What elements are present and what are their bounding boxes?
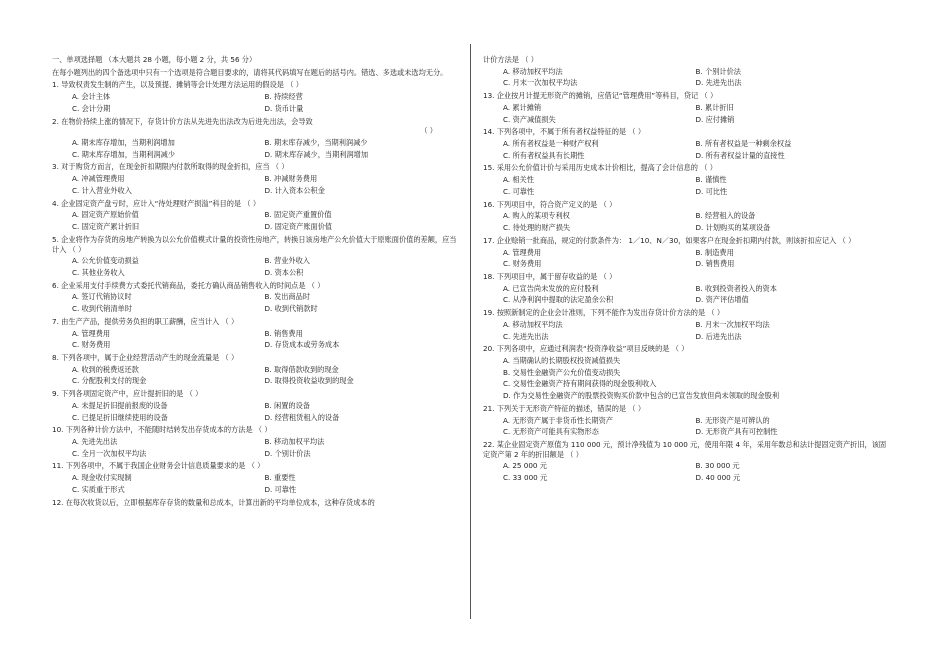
option: B. 闲置的设备 bbox=[264, 400, 310, 410]
option: B. 固定资产重置价值 bbox=[264, 210, 332, 220]
left-question-list bbox=[52, 80, 457, 507]
options bbox=[483, 356, 888, 401]
option: C. 其他业务收入 bbox=[72, 267, 125, 277]
question bbox=[483, 200, 888, 233]
question-stem: 3. 对于购货方而言，在现金折扣期限内付款所取得的现金折扣，应当 （ ） bbox=[52, 162, 289, 172]
question-stem: 计价方法是 （ ） bbox=[483, 55, 538, 64]
options bbox=[52, 138, 457, 159]
option: B. 营业外收入 bbox=[264, 256, 310, 266]
option: C. 可靠性 bbox=[503, 186, 535, 196]
option: A. 签订代销协议时 bbox=[72, 292, 132, 302]
question bbox=[483, 163, 888, 196]
option: D. 经营租赁租入的设备 bbox=[264, 412, 340, 422]
options bbox=[483, 320, 888, 341]
question-stem: 17. 企业赊销一批商品，规定的付款条件为： 1／10、N／30，如果客户在现金折扣期内付款，则该折扣应记入 （ ） bbox=[483, 235, 856, 245]
option: D. 应付摊销 bbox=[695, 114, 735, 124]
option: D. 无形资产具有可控制性 bbox=[695, 427, 778, 437]
question-stem: 2. 在物价持续上涨的情况下，存货计价方法从先进先出法改为后进先出法，会导致 bbox=[52, 116, 313, 126]
options bbox=[52, 437, 457, 458]
question-stem: 22. 某企业固定资产原值为 110 000 元，预计净残值为 10 000 元，使用年限 4 年，采用年数总和法计提固定资产折旧，该固定资产第 2 年的折旧额是 （ ） bbox=[483, 440, 887, 459]
question bbox=[52, 199, 457, 232]
option: A. 公允价值变动损益 bbox=[72, 256, 139, 266]
option: D. 所有者权益计量的直接性 bbox=[695, 150, 785, 160]
options bbox=[52, 329, 457, 350]
option: D. 可靠性 bbox=[264, 484, 297, 494]
option: A. 移动加权平均法 bbox=[503, 319, 563, 329]
option: D. 销售费用 bbox=[695, 259, 735, 269]
question-stem: 13. 企业按月计提无形资产的摊销，应借记“管理费用”等科目，贷记 （ ） bbox=[483, 91, 718, 101]
options bbox=[52, 292, 457, 313]
option: A. 购入的某项专利权 bbox=[503, 211, 570, 221]
option: C. 期末库存增加，当期利润减少 bbox=[72, 149, 176, 159]
question bbox=[483, 127, 888, 160]
right-column bbox=[483, 55, 888, 486]
question bbox=[483, 272, 888, 305]
question bbox=[52, 162, 457, 195]
option: B. 制造费用 bbox=[695, 247, 734, 257]
question-stem: 18. 下列项目中，属于留存收益的是 （ ） bbox=[483, 271, 617, 281]
question-stem: 7. 由生产产品，提供劳务负担的职工薪酬，应当计入 （ ） bbox=[52, 316, 239, 326]
option: D. 货币计量 bbox=[264, 103, 304, 113]
option: B. 无形资产是可辨认的 bbox=[695, 415, 770, 425]
option: D. 存货成本或劳务成本 bbox=[264, 340, 340, 350]
option: D. 收到代销款时 bbox=[264, 304, 318, 314]
question bbox=[483, 308, 888, 341]
question bbox=[483, 344, 888, 401]
option: C. 待处理的财产损失 bbox=[503, 223, 571, 233]
options bbox=[483, 461, 888, 482]
option: A. 25 000 元 bbox=[503, 461, 547, 471]
answer-parentheses: （ ） bbox=[420, 126, 437, 136]
right-question-list bbox=[483, 91, 888, 483]
option: C. 资产减值损失 bbox=[503, 114, 556, 124]
question-stem: 15. 采用公允价值计价与采用历史成本计价相比，提高了会计信息的 （ ） bbox=[483, 163, 717, 173]
option: B. 累计折旧 bbox=[695, 102, 734, 112]
question bbox=[52, 80, 457, 113]
option: C. 从净利润中提取的法定盈余公积 bbox=[503, 295, 614, 305]
options bbox=[483, 103, 888, 124]
question-stem: 14. 下列各项中，不属于所有者权益特征的是 （ ） bbox=[483, 127, 646, 137]
option: C. 财务费用 bbox=[72, 340, 111, 350]
option: D. 先进先出法 bbox=[695, 78, 742, 88]
option: C. 固定资产累计折旧 bbox=[72, 222, 140, 232]
option: B. 销售费用 bbox=[264, 328, 303, 338]
option: D. 计入资本公积金 bbox=[264, 185, 325, 195]
option: C. 计入营业外收入 bbox=[72, 185, 132, 195]
option: A. 未提足折旧提前报废的设备 bbox=[72, 400, 168, 410]
option: C. 33 000 元 bbox=[503, 473, 548, 483]
options bbox=[52, 401, 457, 422]
options bbox=[52, 256, 457, 277]
option: C. 收到代销清单时 bbox=[72, 304, 132, 314]
option: A. 所有者权益是一种财产权利 bbox=[503, 139, 599, 149]
question-stem: 6. 企业采用支付手续费方式委托代销商品，委托方确认商品销售收入的时间点是 （ ） bbox=[52, 280, 325, 290]
options bbox=[483, 211, 888, 232]
option: B. 取得借款收到的现金 bbox=[264, 364, 339, 374]
option: D. 可比性 bbox=[695, 186, 728, 196]
option: B. 重要性 bbox=[264, 473, 296, 483]
question-stem: 16. 下列项目中，符合资产定义的是 （ ） bbox=[483, 199, 617, 209]
option: C. 交易性金融资产持有期间获得的现金股利收入 bbox=[503, 379, 657, 389]
option: C. 财务费用 bbox=[503, 259, 542, 269]
options bbox=[52, 473, 457, 494]
option: A. 会计主体 bbox=[72, 92, 111, 102]
question bbox=[483, 404, 888, 437]
left-column bbox=[52, 55, 457, 510]
question-stem: 20. 下列各项中，应通过利润表“投资净收益”项目反映的是 （ ） bbox=[483, 344, 689, 354]
question bbox=[483, 440, 888, 483]
question-stem: 19. 按照新制定的企业会计准则，下列不能作为发出存货计价方法的是 （ ） bbox=[483, 308, 725, 318]
question bbox=[483, 91, 888, 124]
option: C. 所有者权益具有长期性 bbox=[503, 150, 585, 160]
option: A. 现金收付实现制 bbox=[72, 473, 132, 483]
options bbox=[52, 174, 457, 195]
option: C. 先进先出法 bbox=[503, 331, 549, 341]
options bbox=[483, 67, 888, 88]
question-12-continuation bbox=[483, 55, 888, 88]
option: A. 固定资产原始价值 bbox=[72, 210, 139, 220]
option: B. 移动加权平均法 bbox=[264, 437, 325, 446]
option: C. 无形资产可能具有实物形态 bbox=[503, 427, 599, 437]
option: A. 先进先出法 bbox=[72, 437, 118, 446]
option: A. 冲减管理费用 bbox=[72, 174, 125, 184]
question bbox=[52, 117, 457, 160]
option: C. 月末一次加权平均法 bbox=[503, 78, 578, 88]
question-stem: 5. 企业将作为存货的房地产转换为以公允价值模式计量的投资性房地产，转换日该房地产公允价值大于原账面价值的差额，应当计入 （ ） bbox=[52, 234, 457, 254]
instructions: 在每小题列出的四个备选项中只有一个选项是符合题目要求的，请将其代码填写在题后的括号内。错选、多选或未选均无分。 bbox=[52, 67, 448, 77]
option: C. 全月一次加权平均法 bbox=[72, 448, 147, 458]
question-stem: 10. 下列各种计价方法中，不能随时结转发出存货成本的方法是 （ ） bbox=[52, 425, 272, 435]
option: B. 个别计价法 bbox=[695, 66, 741, 76]
option: D. 期末库存减少，当期利润增加 bbox=[264, 149, 369, 159]
column-divider bbox=[470, 44, 471, 619]
option: C. 会计分期 bbox=[72, 103, 111, 113]
question bbox=[52, 281, 457, 314]
option: D. 固定资产账面价值 bbox=[264, 222, 333, 232]
option: C. 实质重于形式 bbox=[72, 484, 125, 494]
option: B. 月末一次加权平均法 bbox=[695, 319, 770, 329]
option: A. 无形资产属于非货币性长期资产 bbox=[503, 415, 613, 425]
option: A. 收到的税费返还款 bbox=[72, 364, 139, 374]
options bbox=[483, 175, 888, 196]
option: D. 个别计价法 bbox=[264, 448, 311, 458]
options bbox=[52, 210, 457, 231]
options bbox=[483, 416, 888, 437]
option: B. 期末库存减少，当期利润减少 bbox=[264, 138, 368, 148]
option: B. 收到投资者投入的资本 bbox=[695, 283, 777, 293]
option: B. 持续经营 bbox=[264, 92, 303, 102]
option: C. 分配股利支付的现金 bbox=[72, 376, 147, 386]
option: D. 资本公积 bbox=[264, 267, 304, 277]
question bbox=[483, 236, 888, 269]
option: A. 移动加权平均法 bbox=[503, 66, 563, 76]
option: B. 所有者权益是一种剩余权益 bbox=[695, 139, 792, 149]
question bbox=[52, 235, 457, 278]
option: A. 期末库存增加，当期利润增加 bbox=[72, 138, 175, 148]
option: A. 管理费用 bbox=[503, 247, 542, 257]
options bbox=[52, 365, 457, 386]
question-stem: 4. 企业固定资产盘亏时，应计入“待处理财产损溢”科目的是 （ ） bbox=[52, 198, 261, 208]
question bbox=[52, 498, 457, 508]
option: B. 经营租入的设备 bbox=[695, 211, 756, 221]
question-stem: 1. 导致权责发生制的产生，以及预提、摊销等会计处理方法运用的假设是 （ ） bbox=[52, 80, 303, 90]
option: A. 相关性 bbox=[503, 175, 534, 185]
question-stem: 9. 下列各项固定资产中，应计提折旧的是 （ ） bbox=[52, 389, 203, 399]
option: D. 资产评估增值 bbox=[695, 295, 749, 305]
option: A. 已宣告尚未发放的应付股利 bbox=[503, 283, 599, 293]
section-title: 一、单项选择题 （本大题共 28 小题，每小题 2 分，共 56 分） bbox=[52, 55, 257, 64]
option: A. 累计摊销 bbox=[503, 102, 542, 112]
question-stem: 21. 下列关于无形资产特征的描述，错误的是 （ ） bbox=[483, 403, 646, 413]
option: B. 谨慎性 bbox=[695, 175, 727, 185]
question bbox=[52, 389, 457, 422]
question bbox=[52, 461, 457, 494]
options bbox=[483, 139, 888, 160]
option: D. 后进先出法 bbox=[695, 331, 742, 341]
option: D. 40 000 元 bbox=[695, 473, 741, 483]
option: B. 30 000 元 bbox=[695, 461, 740, 471]
option: D. 取得投资收益收到的现金 bbox=[264, 376, 354, 386]
option: B. 冲减财务费用 bbox=[264, 174, 318, 184]
options bbox=[52, 92, 457, 113]
question bbox=[52, 425, 457, 458]
option: A. 当期确认的长期股权投资减值损失 bbox=[503, 355, 621, 365]
option: D. 计划购买的某项设备 bbox=[695, 223, 771, 233]
option: C. 已提足折旧继续使用的设备 bbox=[72, 412, 168, 422]
question bbox=[52, 317, 457, 350]
question-stem: 11. 下列各项中，不属于我国企业财务会计信息质量要求的是 （ ） bbox=[52, 461, 265, 471]
option: B. 发出商品时 bbox=[264, 292, 310, 302]
options bbox=[483, 248, 888, 269]
options bbox=[483, 284, 888, 305]
option: B. 交易性金融资产公允价值变动损失 bbox=[503, 367, 621, 377]
question-stem: 12. 在每次收货以后，立即根据库存存货的数量和总成本，计算出新的平均单位成本，这种存货成本的 bbox=[52, 497, 375, 507]
option: D. 作为交易性金融资产的股票投资购买价款中包含的已宣告发放但尚未领取的现金股利 bbox=[503, 391, 780, 401]
option: A. 管理费用 bbox=[72, 328, 111, 338]
question bbox=[52, 353, 457, 386]
question-stem: 8. 下列各项中，属于企业经营活动产生的现金流量是 （ ） bbox=[52, 352, 239, 362]
